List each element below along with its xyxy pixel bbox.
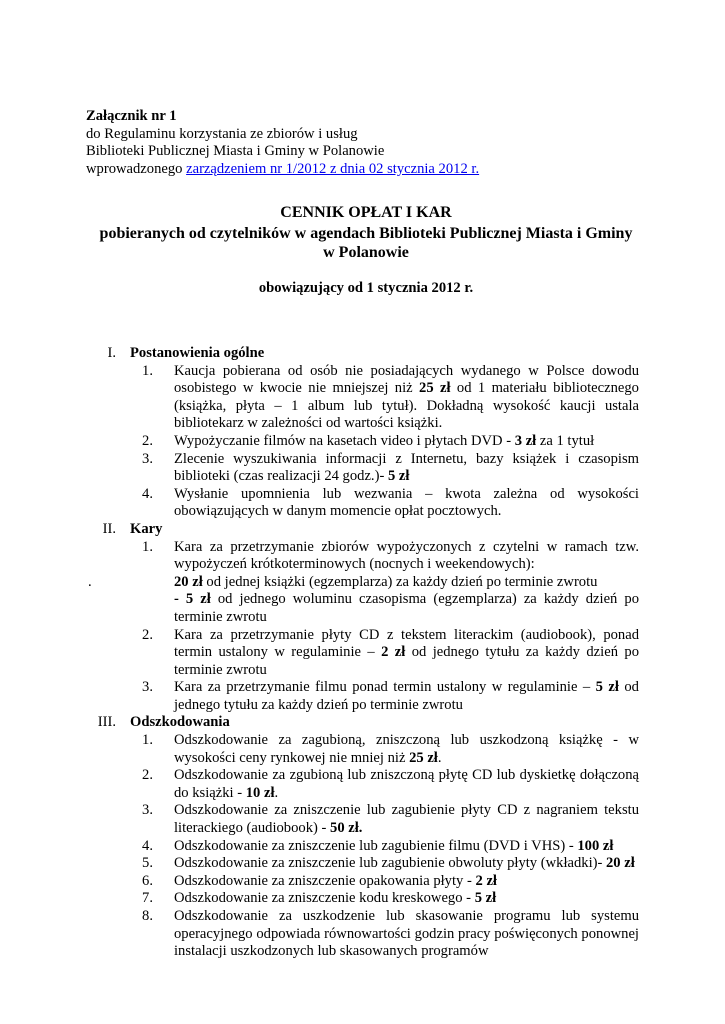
- list-item: [0, 451, 725, 486]
- section-number: II.: [102, 520, 116, 537]
- item-text-part: od jednego woluminu czasopisma (egzemplarza) za każdy dzień po terminie zwrotu: [174, 591, 639, 625]
- item-text-part: Kara za przetrzymanie płyty CD z tekstem literackim (audiobook), ponad termin ustalony w regulaminie –: [174, 626, 639, 661]
- section-heading: [0, 714, 725, 732]
- item-text-part: Odszkodowanie za zagubioną, zniszczoną lub uszkodzoną książkę - w wysokości ceny rynkowej nie mniej niż: [174, 732, 639, 766]
- item-text: [174, 802, 639, 837]
- fee-amount: 25 zł: [409, 749, 438, 766]
- item-number: 3.: [142, 802, 153, 819]
- item-text: [174, 855, 639, 873]
- section-number: I.: [107, 345, 116, 361]
- section-heading: [0, 345, 725, 363]
- fee-amount: 2 zł: [381, 644, 406, 661]
- item-text-part: za 1 tytuł: [536, 432, 595, 449]
- item-text-part: Kara za przetrzymanie filmu ponad termin ustalony w regulaminie –: [174, 679, 596, 696]
- fee-amount: 5 zł: [387, 468, 410, 485]
- item-text: [174, 767, 639, 802]
- introduced-prefix: wprowadzonego: [86, 160, 187, 177]
- fee-amount: 50 zł.: [330, 820, 363, 837]
- penalty-line: [0, 591, 725, 626]
- item-text: [174, 838, 639, 856]
- fee-amount: 5 zł: [595, 679, 619, 696]
- document-subtitle: [86, 224, 646, 262]
- fee-amount: 20 zł: [606, 855, 635, 872]
- list-item: [0, 627, 725, 680]
- item-text: Wysłanie upomnienia lub wezwania – kwota zależna od wysokości obowiązujących w danym momencie opłat pocztowych.: [174, 485, 639, 520]
- penalty-line: [0, 574, 725, 592]
- item-text: [174, 890, 639, 908]
- penalty-text: [174, 591, 639, 626]
- item-number: 1.: [142, 538, 153, 555]
- list-item: [0, 802, 725, 837]
- list-item: [0, 539, 725, 574]
- item-text: [174, 732, 639, 767]
- fee-amount: 20 zł: [174, 573, 203, 590]
- list-item: [0, 732, 725, 767]
- list-item: [0, 908, 725, 961]
- section-title: Postanowienia ogólne: [130, 345, 265, 361]
- section-heading: [0, 521, 725, 539]
- attachment-number: Załącznik nr 1: [86, 108, 177, 124]
- item-text-part: Odszkodowanie za zniszczenie lub zagubienie filmu (DVD i VHS) -: [174, 837, 578, 854]
- item-text-part: Odszkodowanie za zgubioną lub zniszczoną płytę CD lub dyskietkę dołączoną do książki -: [174, 767, 639, 801]
- header-line-regulation: do Regulaminu korzystania ze zbiorów i usług: [86, 125, 358, 142]
- item-text-part: Odszkodowanie za zniszczenie lub zagubienie płyty CD z nagraniem tekstu literackiego (audiobook) -: [174, 802, 639, 837]
- item-text: [174, 451, 639, 486]
- item-text-part: Odszkodowanie za zniszczenie opakowania płyty -: [174, 872, 476, 889]
- item-number: 3.: [142, 450, 153, 467]
- validity-date: obowiązujący od 1 stycznia 2012 r.: [258, 280, 474, 296]
- subtitle-line-2: w Polanowie: [323, 244, 409, 261]
- item-text-part: .: [437, 749, 442, 766]
- item-number: 2.: [142, 767, 153, 784]
- list-item: [0, 679, 725, 714]
- item-text-part: Odszkodowanie za zniszczenie kodu kreskowego -: [174, 890, 475, 907]
- fee-amount: - 5 zł: [174, 591, 211, 608]
- fee-amount: 100 zł: [577, 837, 614, 854]
- header-line-library: Biblioteki Publicznej Miasta i Gminy w Polanowie: [86, 143, 385, 160]
- item-text: [174, 873, 639, 891]
- list-item: [0, 890, 725, 908]
- list-item: [0, 873, 725, 891]
- item-text-part: Wypożyczanie filmów na kasetach video i płytach DVD -: [174, 432, 515, 449]
- item-number: 4.: [142, 485, 153, 502]
- list-item: [0, 838, 725, 856]
- list-item: [0, 433, 725, 451]
- attachment-header: [86, 108, 646, 178]
- item-number: 6.: [142, 872, 153, 889]
- section-title: Kary: [130, 520, 163, 537]
- item-number: 5.: [142, 855, 153, 872]
- list-item: [0, 486, 725, 521]
- item-text: Kara za przetrzymanie zbiorów wypożyczonych z czytelni w ramach tzw. wypożyczeń krótkoterminowych (nocnych i weekendowych):: [174, 538, 639, 573]
- item-text-part: Zlecenie wyszukiwania informacji z Internetu, bazy książek i czasopism biblioteki (czas realizacji 24 godz.)-: [174, 450, 639, 485]
- item-number: 8.: [142, 908, 153, 924]
- fee-amount: 25 zł: [419, 380, 451, 397]
- item-number: 3.: [142, 679, 153, 696]
- item-text-part: od jednego tytułu za każdy dzień po terminie zwrotu: [174, 644, 639, 678]
- item-number: 2.: [142, 626, 153, 643]
- item-text-part: od jednego tytułu za każdy dzień po terminie zwrotu: [174, 679, 639, 713]
- item-text: [174, 679, 639, 714]
- item-text: [174, 363, 639, 433]
- item-number: 1.: [142, 362, 153, 379]
- item-text-part: Kaucja pobierana od osób nie posiadających wydanego w Polsce dowodu osobistego w kwocie nie mniejszej niż: [174, 362, 639, 397]
- item-text: [174, 433, 639, 451]
- stray-dot: .: [88, 573, 92, 590]
- fee-amount: 3 zł: [514, 432, 537, 449]
- list-item: [0, 855, 725, 873]
- item-number: 1.: [142, 732, 153, 749]
- ordinance-link[interactable]: zarządzeniem nr 1/2012 z dnia 02 stycznia 2012 r.: [186, 160, 480, 177]
- fee-amount: 2 zł: [475, 872, 497, 889]
- list-item: [0, 363, 725, 433]
- section-number: III.: [97, 714, 116, 731]
- item-number: 4.: [142, 837, 153, 854]
- item-text: [174, 627, 639, 680]
- subtitle-line-1: pobieranych od czytelników w agendach Biblioteki Publicznej Miasta i Gminy: [99, 225, 633, 242]
- header-line-introduced: [86, 161, 646, 179]
- fee-amount: 5 zł: [474, 890, 497, 907]
- list-item: [0, 767, 725, 802]
- penalty-text: [174, 574, 639, 592]
- item-text-part: .: [274, 784, 279, 801]
- item-number: 2.: [142, 432, 153, 449]
- document-title: CENNIK OPŁAT I KAR: [280, 204, 452, 221]
- item-number: 7.: [142, 890, 153, 907]
- item-text-part: od 1 materiału bibliotecznego (książka, płyta – 1 album lub tytuł). Dokładną wysokość kaucji ustala bibliotekarz w zależności od wartości książki.: [174, 380, 639, 432]
- item-text-part: Odszkodowanie za zniszczenie lub zagubienie obwoluty płyty (wkładki)-: [174, 855, 606, 872]
- item-text: Odszkodowanie za uszkodzenie lub skasowanie programu lub systemu operacyjnego odpowiada równowartości godzin pracy poświęconych ponownej instalacji uszkodzonych lub skasowanych programów: [174, 908, 639, 960]
- item-text-part: od jednej książki (egzemplarza) za każdy dzień po terminie zwrotu: [202, 573, 598, 590]
- section-title: Odszkodowania: [130, 714, 230, 731]
- document-content: [0, 345, 725, 961]
- fee-amount: 10 zł: [245, 784, 275, 801]
